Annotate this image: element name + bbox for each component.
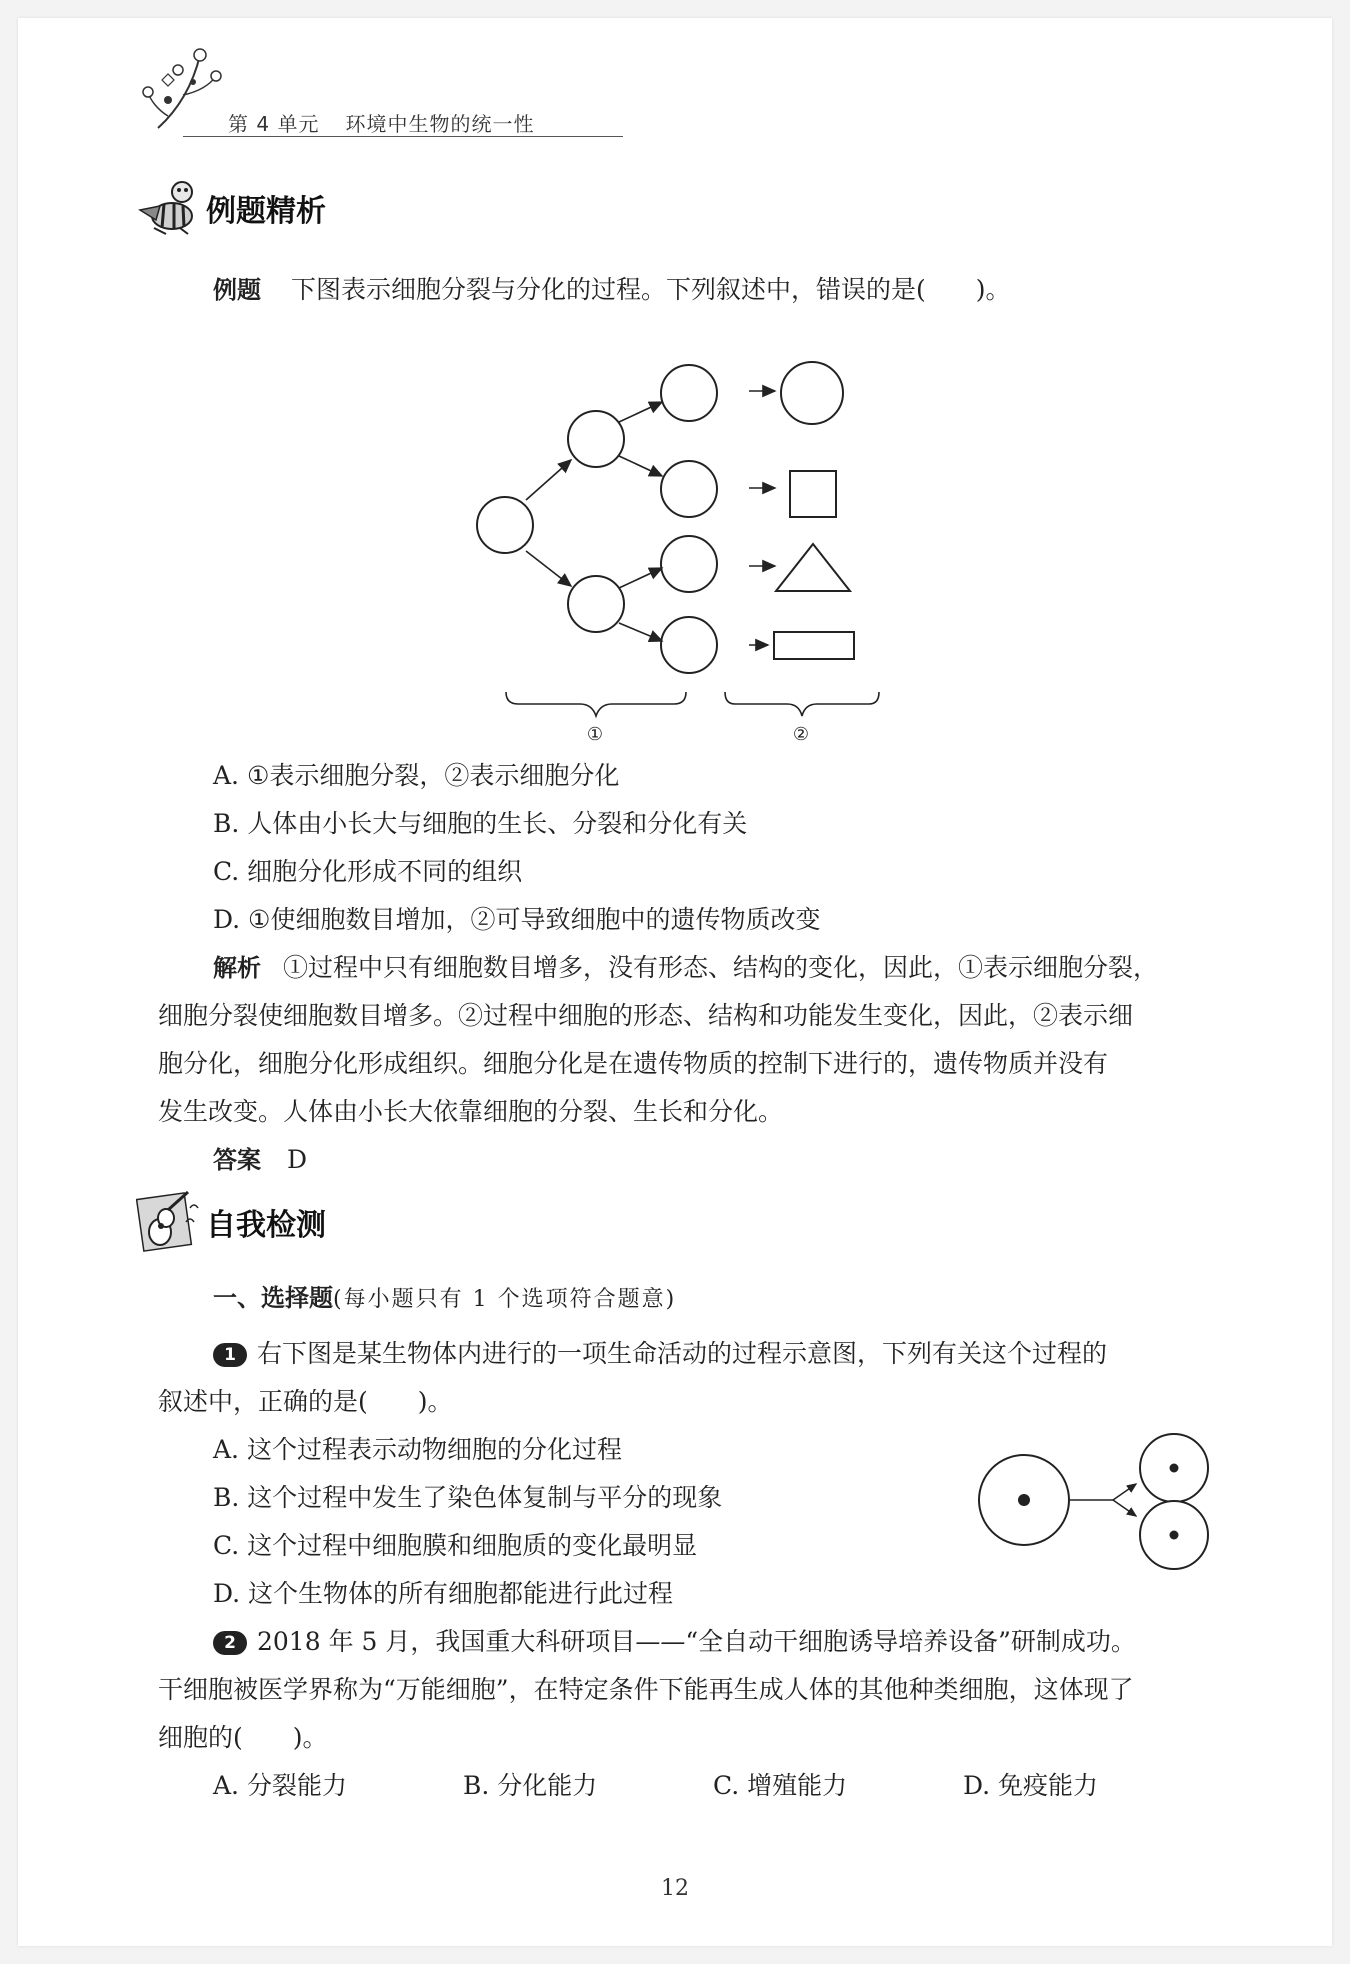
guitar-mascot-icon (136, 1188, 200, 1254)
question-2-line-3: 细胞的( )。 (158, 1723, 328, 1752)
example-label: 例题 (213, 276, 261, 304)
analysis-label: 解析 (213, 954, 261, 982)
grand-cell-3 (661, 536, 717, 592)
daughter-cell-bottom (568, 576, 624, 632)
question-1-line-1: 右下图是某生物体内进行的一项生命活动的过程示意图，下列有关这个过程的 (257, 1339, 1108, 1368)
parent-cell (477, 497, 533, 553)
section-title-example: 例题精析 (206, 194, 326, 229)
differentiated-square (790, 471, 836, 517)
question-2-line-2: 干细胞被医学界称为“万能细胞”，在特定条件下能再生成人体的其他种类细胞，这体现了 (158, 1675, 1134, 1704)
mcq-heading-line (158, 1274, 1218, 1324)
differentiated-rectangle (774, 632, 854, 659)
analysis-line-3: 胞分化，细胞分化形成组织。细胞分化是在遗传物质的控制下进行的，遗传物质并没有 (158, 1049, 1109, 1078)
section-title-selftest: 自我检测 (206, 1208, 326, 1243)
example-option-d: D. ①使细胞数目增加，②可导致细胞中的遗传物质改变 (213, 905, 821, 934)
analysis-block (158, 944, 1218, 1136)
grand-cell-4 (661, 617, 717, 673)
daughter-cell-top (568, 411, 624, 467)
page (18, 18, 1332, 1946)
question-1-number: 1 (213, 1343, 247, 1367)
differentiated-circle (781, 362, 843, 424)
header-unit: 第 4 单元 (228, 112, 320, 136)
example-option-a: A. ①表示细胞分裂，②表示细胞分化 (213, 761, 620, 790)
analysis-line-1: ①过程中只有细胞数目增多，没有形态、结构的变化，因此，①表示细胞分裂， (283, 953, 1159, 982)
q1-option-c: C. 这个过程中细胞膜和细胞质的变化最明显 (213, 1531, 698, 1560)
q2-option-d: D. 免疫能力 (963, 1771, 1099, 1800)
answer-line (158, 1136, 1218, 1184)
q1-option-b: B. 这个过程中发生了染色体复制与平分的现象 (213, 1483, 723, 1512)
daughter-nucleus-2 (1170, 1531, 1179, 1540)
mcq-note: (每小题只有 1 个选项符合题意) (333, 1287, 677, 1312)
differentiated-triangle (776, 544, 850, 591)
header-title: 环境中生物的统一性 (345, 112, 535, 136)
mcq-heading: 一、选择题 (213, 1284, 333, 1312)
question-2-number: 2 (213, 1631, 247, 1655)
example-question-text: 下图表示细胞分裂与分化的过程。下列叙述中，错误的是( )。 (290, 275, 1011, 304)
grand-cell-1 (661, 365, 717, 421)
bee-mascot-icon (136, 176, 198, 236)
brace-label-1: ① (586, 724, 604, 745)
example-option-b: B. 人体由小长大与细胞的生长、分裂和分化有关 (213, 809, 748, 838)
brace-label-2: ② (792, 724, 810, 745)
analysis-line-4: 发生改变。人体由小长大依靠细胞的分裂、生长和分化。 (158, 1097, 784, 1126)
q2-option-c: C. 增殖能力 (713, 1771, 848, 1800)
answer-label: 答案 (213, 1146, 261, 1174)
header-rule (183, 136, 623, 137)
q1-option-d: D. 这个生物体的所有细胞都能进行此过程 (213, 1579, 674, 1608)
grand-cell-2 (661, 461, 717, 517)
page-number: 12 (661, 1876, 689, 1901)
header (228, 108, 560, 137)
example-question (158, 266, 1218, 314)
q2-option-b: B. 分化能力 (463, 1771, 598, 1800)
q1-option-a: A. 这个过程表示动物细胞的分化过程 (213, 1435, 622, 1464)
example-option-c: C. 细胞分化形成不同的组织 (213, 857, 523, 886)
answer-value: D (286, 1145, 307, 1174)
analysis-line-2: 细胞分裂使细胞数目增多。②过程中细胞的形态、结构和功能发生变化，因此，②表示细 (158, 1001, 1134, 1030)
cell-differentiation-diagram (468, 338, 888, 748)
mother-nucleus (1018, 1494, 1030, 1506)
question-2-line-1: 2018 年 5 月，我国重大科研项目——“全自动干细胞诱导培养设备”研制成功。 (257, 1627, 1136, 1656)
question-1-line-2: 叙述中，正确的是( )。 (158, 1387, 453, 1416)
cell-division-diagram (978, 1408, 1218, 1578)
daughter-nucleus-1 (1170, 1464, 1179, 1473)
flower-ornament-icon (138, 40, 228, 140)
question-2 (158, 1618, 1218, 1762)
q2-option-a: A. 分裂能力 (213, 1771, 347, 1800)
